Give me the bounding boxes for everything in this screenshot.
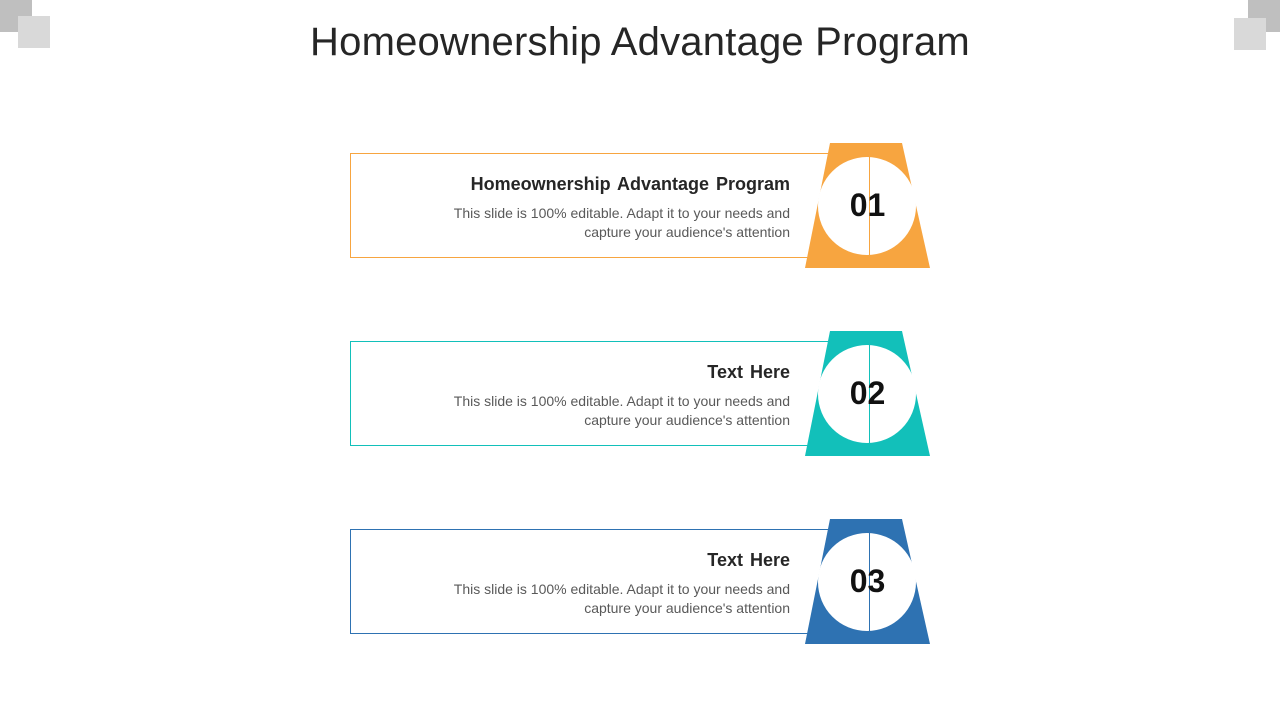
step-heading: Text Here [707, 550, 790, 570]
step-number: 01 [849, 187, 886, 223]
step-heading: Homeownership Advantage Program [470, 174, 790, 194]
step-description: This slide is 100% editable. Adapt it to your needs and capture your audience's attention [453, 393, 790, 428]
step-number: 03 [849, 563, 886, 599]
step-description: This slide is 100% editable. Adapt it to your needs and capture your audience's attention [453, 205, 790, 240]
step-description: This slide is 100% editable. Adapt it to your needs and capture your audience's attention [453, 581, 790, 616]
step-item [350, 143, 930, 269]
slide-title: Homeownership Advantage Program [310, 20, 970, 64]
step-number: 02 [849, 375, 886, 411]
step-item [350, 331, 930, 457]
step-heading: Text Here [707, 362, 790, 382]
step-item [350, 519, 930, 645]
